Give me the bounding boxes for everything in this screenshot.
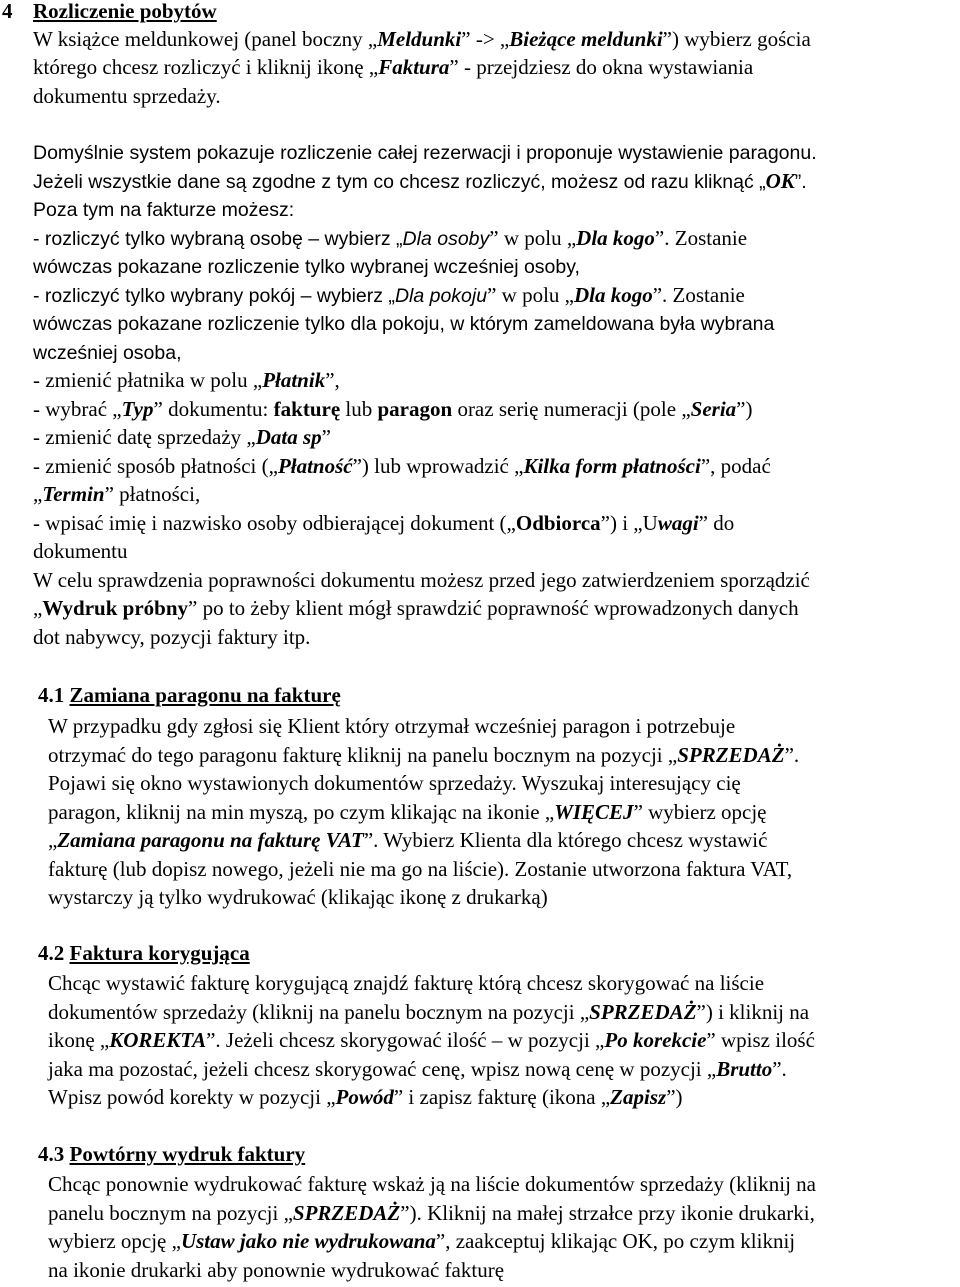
text-run: ”. Jeżeli chcesz skorygować ilość – w pozycji „ <box>206 1028 605 1052</box>
text-run: Chcąc wystawić fakturę korygującą znajdź fakturę którą chcesz skorygować na liście <box>48 971 765 995</box>
text-run: dokumentu <box>33 539 128 563</box>
text-line <box>33 338 182 367</box>
text-run: ”. <box>784 742 800 767</box>
text-run: oraz serię numeracji (pole „ <box>452 396 691 421</box>
text-run: - zmienić płatnika w polu „ <box>33 368 263 392</box>
text-run: ”, <box>325 368 340 392</box>
text-run: Pojawi się okno wystawionych dokumentów sprzedaży. Wyszukaj interesujący cię <box>48 771 741 795</box>
text-run: ”). Kliknij na małej strzałce przy ikonie drukarki, <box>400 1200 815 1225</box>
text-line <box>33 224 747 253</box>
text-run: wcześniej osoba, <box>33 341 182 364</box>
text-line <box>33 395 753 423</box>
subsection-title <box>38 939 250 967</box>
text-line <box>33 138 817 167</box>
text-line <box>33 566 810 594</box>
text-run: Jeżeli wszystkie dane są zgodne z tym co chcesz rozliczyć, możesz od razu kliknąć „ <box>33 170 766 193</box>
text-run: Po korekcie <box>604 1028 707 1052</box>
text-run: fakturę (lub dopisz nowego, jeżeli nie ma go na liście). Zostanie utworzona faktura VAT, <box>48 856 793 881</box>
text-run: Brutto <box>716 1056 773 1081</box>
text-run: W książce meldunkowej (panel boczny „ <box>33 27 378 51</box>
text-line <box>48 1199 815 1227</box>
text-run: ” wybierz opcję <box>633 799 767 824</box>
text-line <box>33 594 799 622</box>
text-run: wystarczy ją tylko wydrukować (klikając ikonę z drukarką) <box>48 885 548 909</box>
text-run: KOREKTA <box>109 1028 207 1052</box>
text-run: ”) i „ <box>600 510 643 535</box>
text-run: Ustaw jako nie wydrukowana <box>180 1229 436 1253</box>
text-run: OK <box>765 168 795 193</box>
text-run: ”) wybierz gościa <box>662 27 811 51</box>
text-run: Dla osoby <box>402 227 490 250</box>
text-run: na ikonie drukarki aby ponownie wydrukować fakturę <box>48 1257 505 1282</box>
text-run: ”, podać <box>700 453 771 478</box>
text-run: lub <box>340 396 378 421</box>
text-run: Dla kogo <box>573 282 653 307</box>
text-run: ”. <box>794 170 807 193</box>
text-line <box>33 195 294 224</box>
text-line <box>33 366 340 394</box>
text-run: Seria <box>690 396 737 421</box>
text-run: W celu sprawdzenia poprawności dokumentu możesz przed jego zatwierdzeniem sporządzić <box>33 567 810 592</box>
text-line <box>33 423 331 451</box>
text-run: Płatność <box>277 453 353 478</box>
text-run: ” płatności, <box>104 482 201 506</box>
section-title-text: Rozliczenie pobytów <box>33 0 217 23</box>
text-line <box>33 25 811 53</box>
text-run: ” -> „ <box>461 27 510 51</box>
subsection-title-text: Faktura korygująca <box>69 941 250 965</box>
text-run: otrzymać do tego paragonu fakturę kliknij na panelu bocznym na pozycji „ <box>48 742 678 767</box>
subsection-number: 4.3 <box>38 1142 65 1166</box>
text-run: W przypadku gdy zgłosi się Klient który otrzymał wcześniej paragon i potrzebuje <box>48 714 736 738</box>
text-line <box>33 252 580 281</box>
text-line <box>33 53 753 81</box>
text-run: ” wpisz ilość <box>706 1028 815 1052</box>
text-run: Wydruk próbny <box>42 596 189 620</box>
subsection-title <box>38 681 341 709</box>
text-run: Meldunki <box>377 27 462 51</box>
text-run: Dla pokoju <box>394 284 488 307</box>
text-run: dot nabywcy, pozycji faktury itp. <box>33 624 311 649</box>
text-run: WIĘCEJ <box>554 799 634 824</box>
text-run: - zmienić sposób płatności („ <box>33 453 278 478</box>
text-run: dokumentów sprzedaży (kliknij na panelu bocznym na pozycji „ <box>48 999 590 1024</box>
text-line <box>48 1055 787 1083</box>
text-run: Chcąc ponownie wydrukować fakturę wskaż ją na liście dokumentów sprzedaży (kliknij na <box>48 1172 816 1196</box>
text-run: ikonę „ <box>48 1028 110 1052</box>
text-run: Powód <box>335 1085 394 1109</box>
text-run: wówczas pokazane rozliczenie tylko dla pokoju, w którym zameldowana była wybrana <box>33 313 775 335</box>
text-run: jaka ma pozostać, jeżeli chcesz skorygować cenę, wpisz nową cenę w pozycji „ <box>48 1056 717 1081</box>
text-run: - wpisać imię i nazwisko osoby odbierającej dokument („ <box>33 510 516 535</box>
text-line <box>48 826 767 854</box>
text-line <box>33 82 221 110</box>
text-line <box>33 509 734 537</box>
text-run: „ <box>48 828 58 852</box>
text-line <box>33 309 774 338</box>
text-run: panelu bocznym na pozycji „ <box>48 1200 293 1225</box>
text-line <box>33 537 128 565</box>
text-run: U <box>642 510 658 535</box>
text-line <box>48 1256 504 1284</box>
text-line <box>33 623 310 651</box>
text-run: paragon, kliknij na min myszą, po czym klikając na ikonie „ <box>48 799 555 824</box>
text-line <box>48 855 792 883</box>
text-line <box>48 883 548 911</box>
text-run: ” <box>321 425 331 449</box>
text-run: Domyślnie system pokazuje rozliczenie całej rezerwacji i proponuje wystawienie paragonu. <box>33 142 817 164</box>
text-run: wówczas pokazane rozliczenie tylko wybranej wcześniej osoby, <box>33 256 580 278</box>
subsection-title <box>38 1140 305 1168</box>
text-run: ” i zapisz fakturę (ikona „ <box>393 1085 611 1109</box>
text-line <box>48 798 767 826</box>
text-run: Wpisz powód korekty w pozycji „ <box>48 1085 336 1109</box>
text-run: ” po to żeby klient mógł sprawdzić poprawność wprowadzonych danych <box>188 596 799 620</box>
subsection-number: 4.2 <box>38 941 65 965</box>
text-run: ” dokumentu: <box>153 396 274 421</box>
text-run: Kilka form płatności <box>523 453 701 478</box>
text-run: - wybrać „ <box>33 396 122 421</box>
text-run: ” w polu „ <box>489 225 577 250</box>
text-run: „ <box>33 482 43 506</box>
text-line <box>33 167 807 196</box>
text-line <box>48 741 799 769</box>
text-run: Odbiorca <box>515 510 601 535</box>
text-run: ”. <box>772 1056 787 1081</box>
subsection-number: 4.1 <box>38 683 65 707</box>
text-run: SPRZEDAŻ <box>292 1200 401 1225</box>
text-run: wagi <box>657 510 699 535</box>
subsection-title-text: Powtórny wydruk faktury <box>69 1142 306 1166</box>
text-run: Zapisz <box>610 1085 667 1109</box>
text-run: ”) <box>736 396 753 421</box>
text-run: Termin <box>42 482 105 506</box>
text-run: ” do <box>698 510 735 535</box>
text-line <box>48 969 764 997</box>
text-run: ” - przejdziesz do okna wystawiania <box>449 55 754 80</box>
text-line <box>48 998 809 1026</box>
text-run: Bieżące meldunki <box>509 27 663 51</box>
text-run: Płatnik <box>262 368 326 392</box>
text-run: ”) <box>666 1085 683 1109</box>
text-run: paragon <box>377 396 453 421</box>
text-run: ”, zaakceptuj klikając OK, po czym kliknij <box>435 1229 796 1253</box>
text-run: ”. Zostanie <box>652 282 745 307</box>
text-line <box>33 281 745 310</box>
text-run: - rozliczyć tylko wybrany pokój – wybierz „ <box>33 284 395 307</box>
text-line <box>48 1170 816 1198</box>
text-line <box>48 712 735 740</box>
text-run: ”. Wybierz Klienta dla którego chcesz wystawić <box>363 828 768 852</box>
text-run: Faktura <box>378 55 450 80</box>
text-run: Dla kogo <box>576 225 655 250</box>
text-run: SPRZEDAŻ <box>677 742 785 767</box>
text-line <box>48 1083 683 1111</box>
text-run: Poza tym na fakturze możesz: <box>33 199 295 221</box>
text-run: Data sp <box>255 425 322 449</box>
text-run: ”) lub wprowadzić „ <box>352 453 524 478</box>
text-run: SPRZEDAŻ <box>589 999 697 1024</box>
text-run: dokumentu sprzedaży. <box>33 83 221 108</box>
text-run: - zmienić datę sprzedaży „ <box>33 425 256 449</box>
text-run: wybierz opcję „ <box>48 1229 181 1253</box>
text-run: Typ <box>121 396 154 421</box>
text-line <box>33 480 200 508</box>
text-run: - rozliczyć tylko wybraną osobę – wybierz „ <box>33 227 403 250</box>
text-run: ” w polu „ <box>487 282 574 307</box>
text-line <box>48 1026 815 1054</box>
section-number: 4 <box>2 0 13 23</box>
text-run: fakturę <box>273 396 341 421</box>
section-title <box>33 0 217 25</box>
subsection-title-text: Zamiana paragonu na fakturę <box>69 683 341 707</box>
text-line <box>48 1227 795 1255</box>
text-run: ”) i kliknij na <box>696 999 810 1024</box>
text-line <box>48 769 741 797</box>
text-line <box>33 452 771 480</box>
text-run: którego chcesz rozliczyć i kliknij ikonę „ <box>33 55 379 80</box>
text-run: „ <box>33 596 43 620</box>
text-run: Zamiana paragonu na fakturę VAT <box>57 828 364 852</box>
text-run: ”. Zostanie <box>654 225 748 250</box>
